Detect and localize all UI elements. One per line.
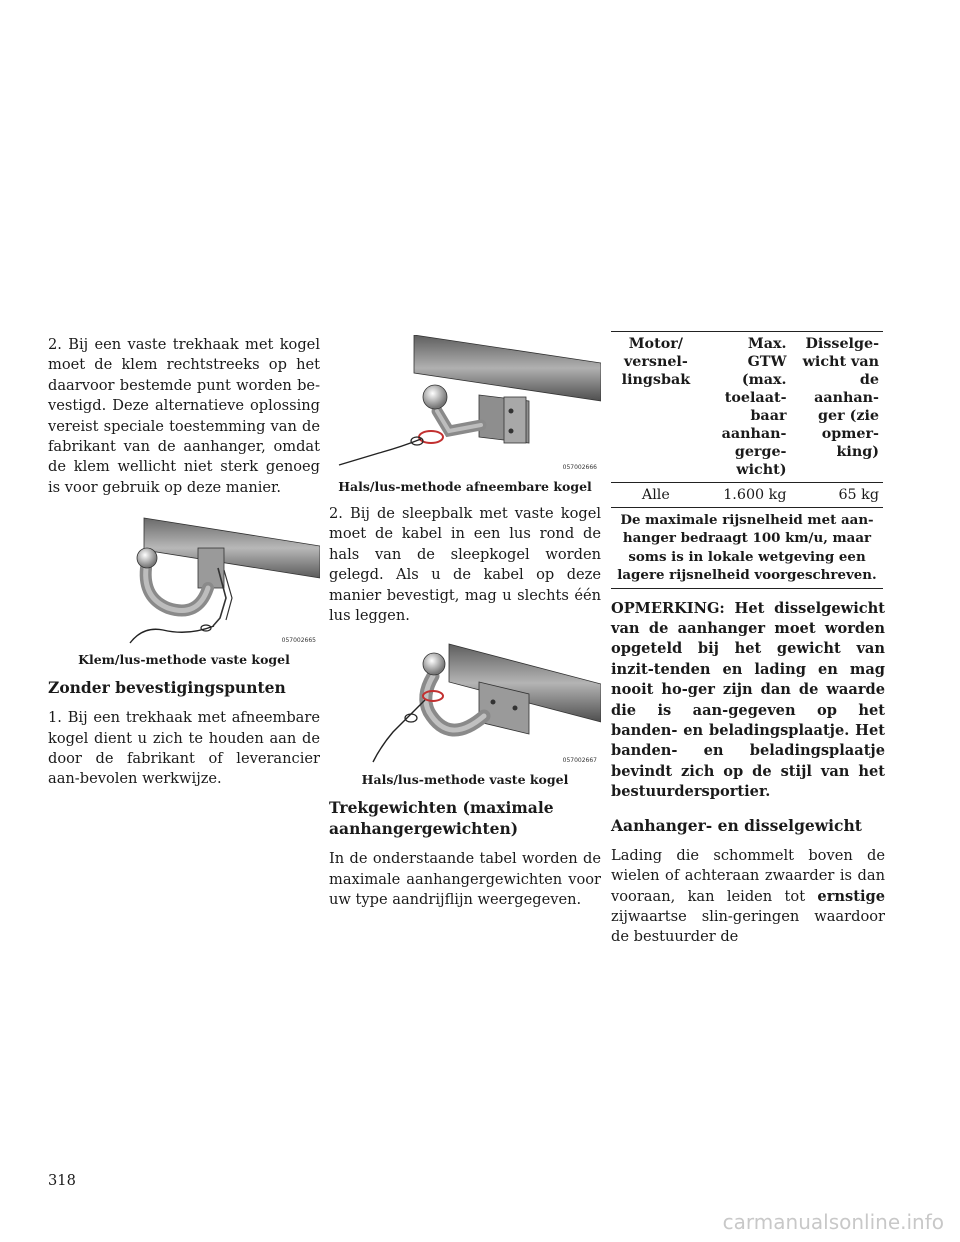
table-note-row: [611, 508, 883, 589]
trailer-weight-table: [611, 331, 883, 589]
text-part: Lading die schommelt boven de wielen of achteraan zwaarder is dan vooraan, kan leiden tot: [611, 846, 885, 905]
section-heading: Trekgewichten (maximale aanhangergewichten): [329, 798, 554, 839]
table-note: De maximale rijsnelheid met aan-hanger bedraagt 100 km/u, maar soms is in lokale wetgeving een lagere rijsnelheid voorgeschreven.: [611, 508, 883, 589]
figure-neck-loop-detachable-ball: [329, 335, 601, 475]
neck-loop-fixed-illustration: [329, 636, 601, 768]
header-max-gtw: Max. GTW (max. toelaat-baar aanhan-gerge-wicht): [701, 332, 791, 483]
figure-caption: Hals/lus-methode vaste kogel: [361, 772, 569, 788]
note-tongue-weight: OPMERKING: Het disselgewicht van de aanhanger moet worden opgeteld bij het gewicht van inzit-tenden en lading en mag nooit ho-ger zijn dan de waarde die is aan-gegeven op het banden- en beladingsplaatje. Het banden- en beladingsplaatje bevindt zich op de stijl van het bestuurdersportier.: [611, 599, 885, 801]
figure-code: 057002667: [562, 757, 597, 765]
paragraph-trailer-weights: In de onderstaande tabel worden de maximale aanhangergewichten voor uw type aandrijflijn weergegeven.: [329, 850, 601, 909]
figure-code: 057002665: [281, 637, 316, 645]
cell-engine: Alle: [611, 483, 701, 508]
figure-code: 057002666: [562, 464, 597, 471]
section-heading: Zonder bevestigingspunten: [48, 678, 286, 698]
page-number: 318: [48, 1172, 76, 1189]
paragraph-detachable-ball: 1. Bij een trekhaak met afneembare kogel dient u zich te houden aan de door de fabrikant of leverancier aan-bevolen werkwijze.: [48, 709, 320, 788]
section-heading: Aanhanger- en disselgewicht: [611, 815, 862, 835]
watermark: carmanualsonline.info: [722, 1210, 944, 1234]
paragraph-fixed-ball-neck: 2. Bij de sleepbalk met vaste kogel moet de kabel in een lus rond de hals van de sleepkogel worden gelegd. Als u de kabel op deze manier bevestigt, mag u slechts één lus leggen.: [329, 505, 601, 625]
text-part: zijwaartse slin-geringen waardoor de bestuurder de: [611, 907, 885, 946]
emphasis-text: ernstige: [817, 887, 885, 905]
table-row: [611, 483, 883, 508]
figure-clamp-loop-fixed-ball: [48, 508, 320, 648]
cell-gtw: 1.600 kg: [701, 483, 791, 508]
cell-tongue: 65 kg: [791, 483, 884, 508]
table-header-row: [611, 332, 883, 483]
column-1: [48, 335, 320, 800]
neck-loop-detachable-illustration: [329, 335, 601, 475]
column-2: [329, 335, 601, 921]
paragraph-fixed-hitch: 2. Bij een vaste trekhaak met kogel moet de klem rechtstreeks op het daarvoor bestemde punt worden be-vestigd. Deze alternatieve oplossing vereist speciale toestemming van de fabrikant van de aanhanger, omdat de klem wellicht niet sterk genoeg is voor gebruik op deze manier.: [48, 336, 320, 496]
header-tongue-weight: Disselge-wicht van de aanhan-ger (zie opmer-king): [791, 332, 884, 483]
paragraph-load-sway: [611, 846, 885, 948]
header-engine-transmission: Motor/ versnel-lingsbak: [611, 332, 701, 483]
column-3: [611, 335, 885, 958]
figure-caption: Hals/lus-methode afneembare kogel: [338, 479, 592, 494]
figure-neck-loop-fixed-ball: [329, 636, 601, 768]
figure-caption: Klem/lus-methode vaste kogel: [78, 652, 290, 668]
clamp-loop-illustration: [48, 508, 320, 648]
